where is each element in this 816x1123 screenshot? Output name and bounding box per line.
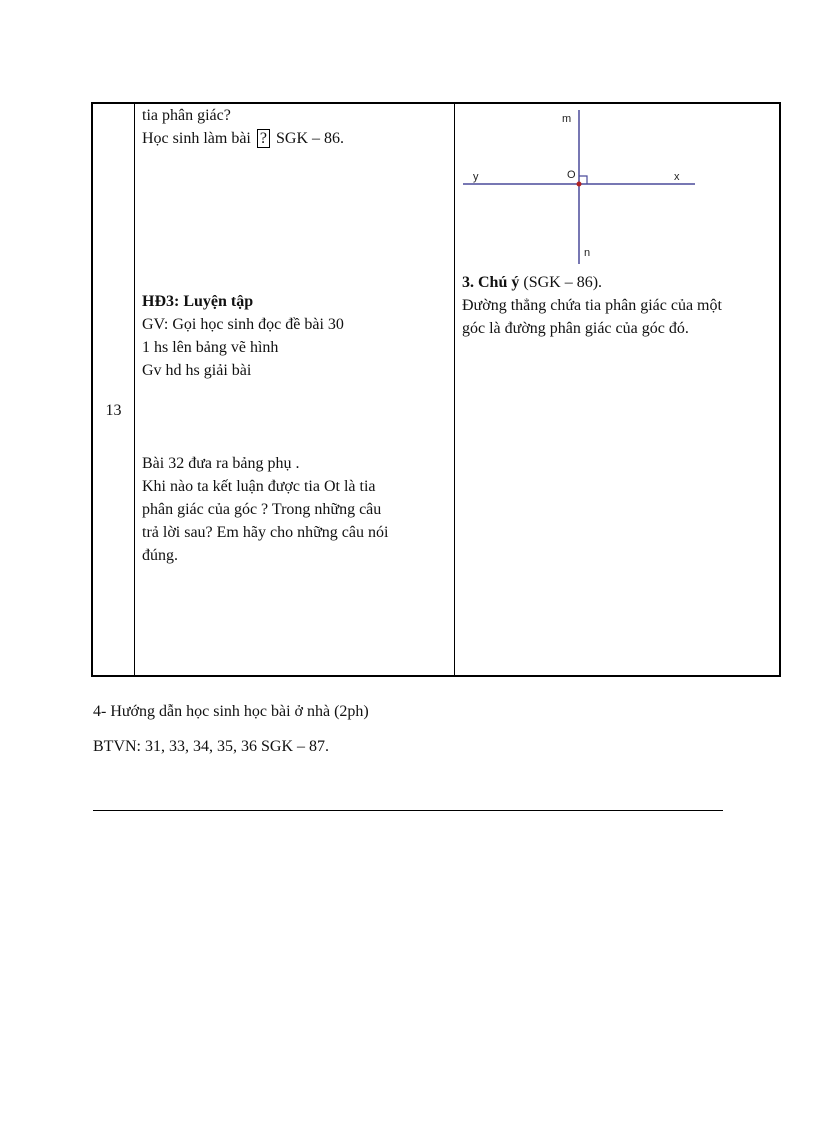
label-y: y (473, 171, 479, 183)
label-o: O (567, 169, 576, 181)
text-line: đúng. (142, 547, 178, 564)
label-m: m (562, 113, 572, 125)
note-section (462, 271, 780, 340)
point-o (577, 182, 582, 187)
question-box: ? (257, 129, 270, 148)
text-line: phân giác của góc ? Trong những câu (142, 501, 382, 518)
teacher-activity-top (142, 104, 448, 150)
text-line: Bài 32 đưa ra bảng phụ . (142, 455, 300, 472)
note-heading (462, 271, 780, 294)
text-line: góc là đường phân giác của góc đó. (462, 320, 689, 337)
text-line: Khi nào ta kết luận được tia Ot là tia (142, 478, 376, 495)
lesson-table (91, 102, 781, 677)
column-divider (454, 104, 455, 675)
text-line: 1 hs lên bảng vẽ hình (142, 339, 279, 356)
exercise-suffix: SGK – 86. (275, 130, 344, 147)
text-line: Gv hd hs giải bài (142, 362, 252, 379)
label-n: n (584, 247, 591, 259)
text-line: trả lời sau? Em hãy cho những câu nói (142, 524, 389, 541)
column-divider (134, 104, 135, 675)
perpendicular-lines-diagram (463, 106, 703, 266)
exercise-line (142, 127, 448, 150)
horizontal-rule (93, 810, 723, 811)
hd3-title: HĐ3: Luyện tập (142, 293, 254, 310)
homework-list: BTVN: 31, 33, 34, 35, 36 SGK – 87. (93, 738, 330, 755)
homework-heading: 4- Hướng dẫn học sinh học bài ở nhà (2ph) (93, 703, 369, 720)
hd3-section (142, 290, 448, 382)
exercise-prefix: Học sinh làm bài (142, 130, 251, 147)
text-line: Đường thẳng chứa tia phân giác của một (462, 297, 722, 314)
text-line: GV: Gọi học sinh đọc đề bài 30 (142, 316, 344, 333)
note-title: 3. Chú ý (462, 274, 520, 291)
bai32-section (142, 452, 448, 567)
row-number: 13 (105, 402, 122, 419)
label-x: x (674, 171, 680, 183)
note-ref: (SGK – 86). (519, 274, 603, 291)
text-line: tia phân giác? (142, 107, 231, 124)
